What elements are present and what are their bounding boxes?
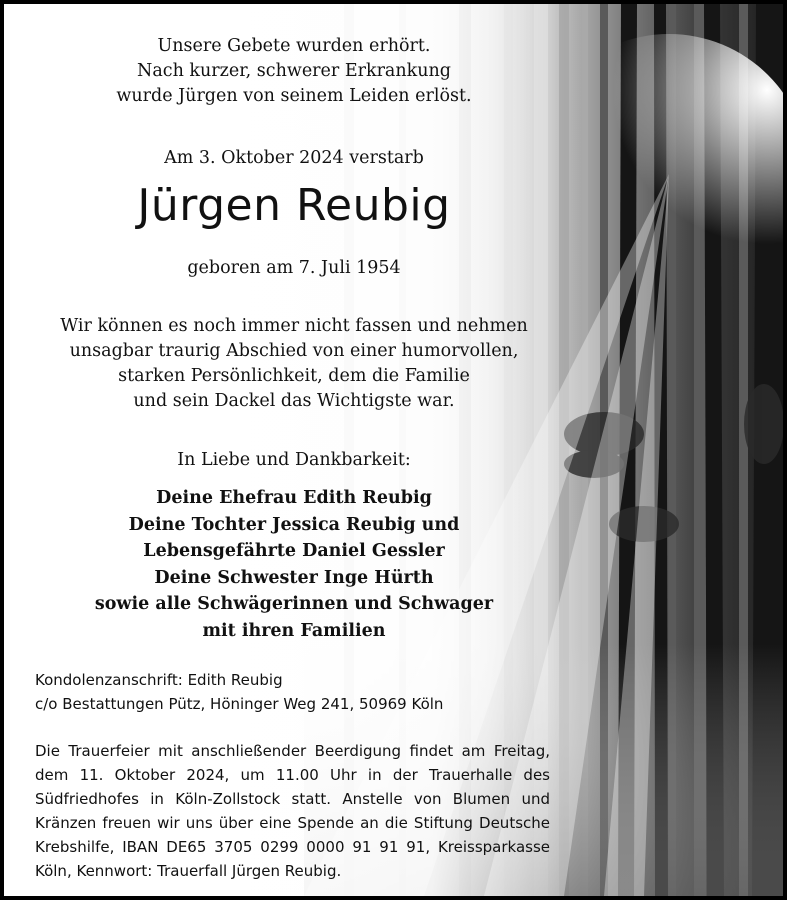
mourner-entry: Deine Tochter Jessica Reubig und: [128, 514, 460, 535]
tribute-line: unsagbar traurig Abschied von einer humorvollen,: [69, 341, 519, 361]
mourners-list: [34, 485, 554, 644]
address-line: c/o Bestattungen Pütz, Höninger Weg 241, 50969 Köln: [35, 695, 444, 713]
mourner-entry: mit ihren Familien: [202, 620, 386, 641]
tribute-line: Wir können es noch immer nicht fassen und nehmen: [60, 316, 528, 336]
thanks-heading: In Liebe und Dankbarkeit:: [177, 450, 411, 470]
intro-text: [34, 34, 554, 109]
intro-line: wurde Jürgen von seinem Leiden erlöst.: [116, 86, 472, 106]
deceased-name: Jürgen Reubig: [137, 180, 451, 231]
tribute-line: und sein Dackel das Wichtigste war.: [133, 391, 455, 411]
birth-date-line: geboren am 7. Juli 1954: [187, 258, 401, 278]
address-line: Kondolenzanschrift: Edith Reubig: [35, 671, 283, 689]
ceremony-details: Die Trauerfeier mit anschließender Beerdigung findet am Freitag, dem 11. Oktober 2024, um 11.00 Uhr in der Trauerhalle des Südfriedhofes in Köln-Zollstock statt. Anstelle von Blumen und Kränzen freuen wir uns über eine Spende an die Stiftung Deutsche Krebshilfe, IBAN DE65 3705 0299 0000 91 91 91, Kreissparkasse Köln, Kennwort: Trauerfall Jürgen Reubig.: [35, 742, 550, 880]
tribute-text: [34, 314, 554, 414]
death-date-line: Am 3. Oktober 2024 verstarb: [164, 148, 424, 168]
mourner-entry: sowie alle Schwägerinnen und Schwager: [94, 594, 494, 614]
tribute-line: starken Persönlichkeit, dem die Familie: [118, 366, 470, 386]
mourner-entry: Lebensgefährte Daniel Gessler: [143, 541, 445, 561]
mourner-entry: Deine Schwester Inge Hürth: [154, 567, 434, 588]
mourner-entry: Deine Ehefrau Edith Reubig: [156, 488, 432, 508]
condolence-address: [35, 668, 535, 716]
intro-line: Nach kurzer, schwerer Erkrankung: [137, 61, 451, 81]
intro-line: Unsere Gebete wurden erhört.: [157, 36, 431, 56]
